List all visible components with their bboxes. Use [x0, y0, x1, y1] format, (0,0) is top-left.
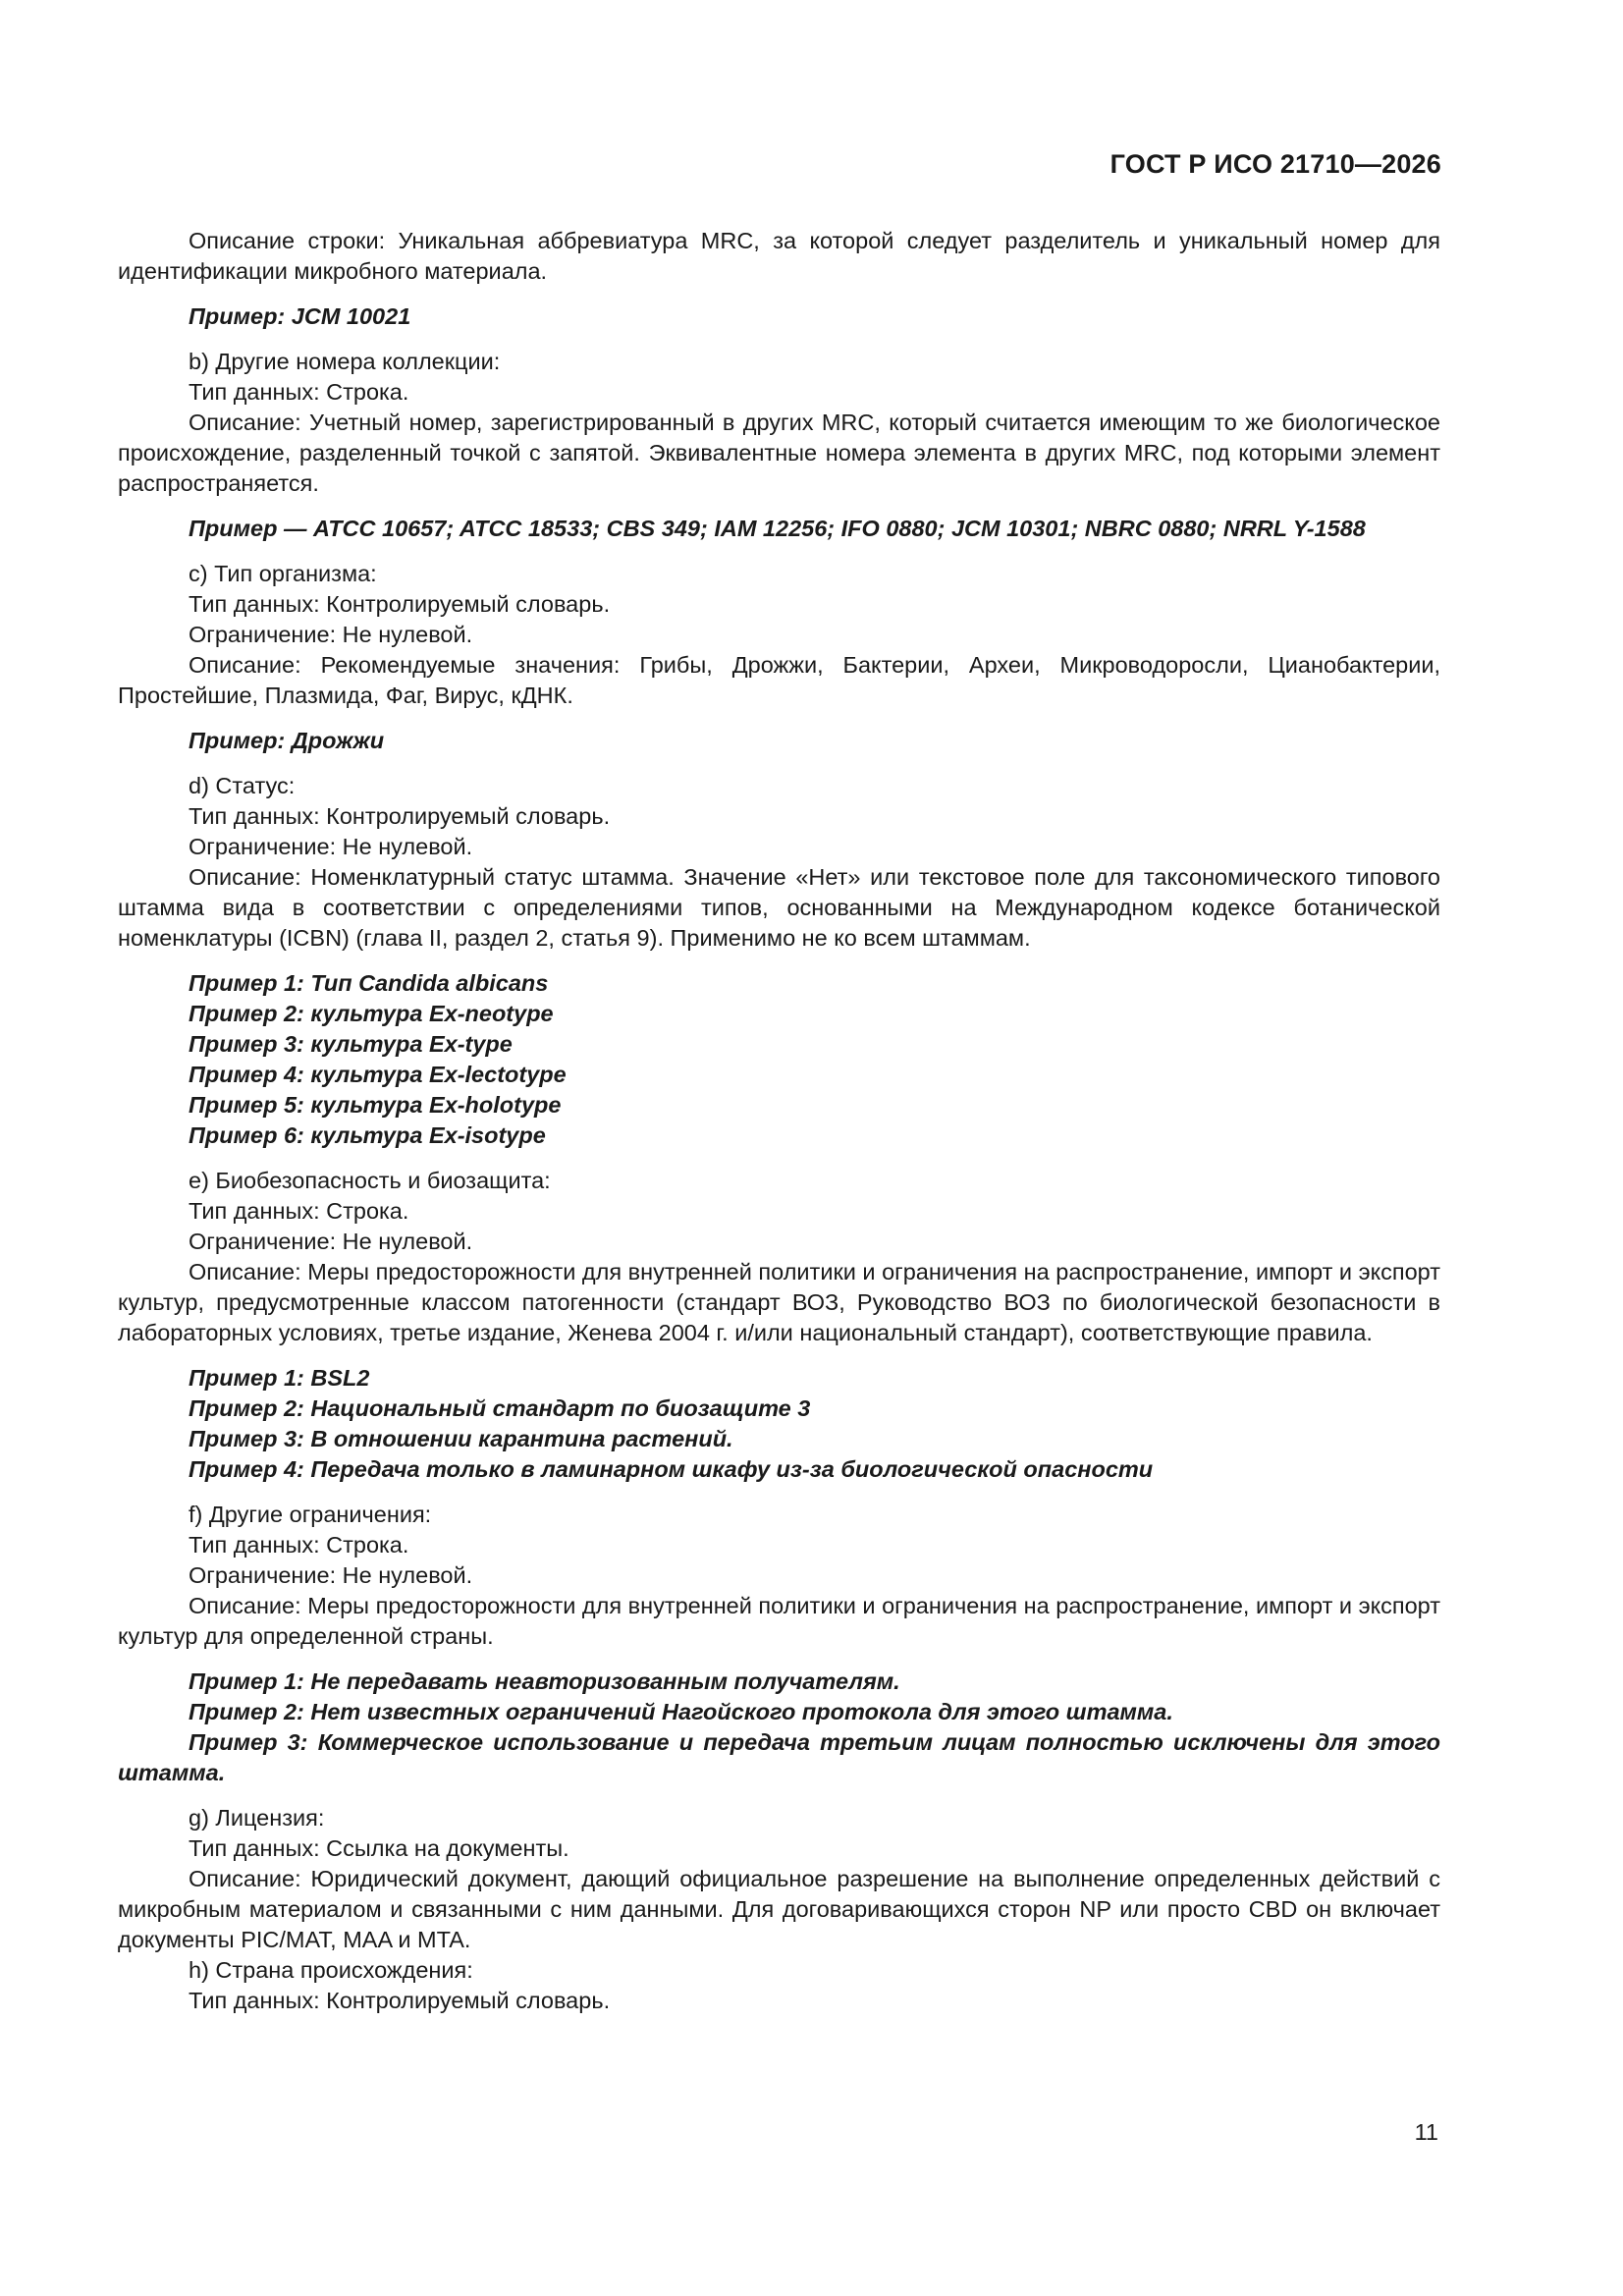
- example-line: Пример 2: культура Ex-neotype: [189, 1001, 554, 1026]
- page-number: 11: [1414, 2119, 1438, 2145]
- example-line: Пример 4: Передача только в ламинарном шкафу из-за биологической опасности: [189, 1456, 1154, 1482]
- example-line: Пример 1: BSL2: [189, 1365, 370, 1391]
- text-line: b) Другие номера коллекции:: [189, 349, 501, 374]
- description-paragraph: Описание: Меры предосторожности для внутренней политики и ограничения на распространение, импорт и экспорт культур для определенной страны.: [118, 1593, 1440, 1649]
- description-paragraph: Описание: Рекомендуемые значения: Грибы, Дрожжи, Бактерии, Археи, Микроводоросли, Цианобактерии, Простейшие, Плазмида, Фаг, Вирус, кДНК.: [118, 652, 1440, 708]
- example-line: Пример 1: Не передавать неавторизованным получателям.: [189, 1668, 900, 1694]
- document-body: [118, 226, 1440, 2016]
- text-line: Ограничение: Не нулевой.: [189, 1229, 473, 1254]
- text-line: Тип данных: Строка.: [189, 1198, 409, 1224]
- example-line: Пример 3: В отношении карантина растений.: [189, 1426, 733, 1451]
- description-paragraph: Описание: Юридический документ, дающий официальное разрешение на выполнение определенных действий с микробным материалом и связанными с ним данными. Для договаривающихся сторон NP или просто CBD он включает документы PIC/MAT, MAA и MTA.: [118, 1866, 1440, 1952]
- example-line: Пример 2: Нет известных ограничений Нагойского протокола для этого штамма.: [189, 1699, 1173, 1724]
- example-line: Пример 4: культура Ex-lectotype: [189, 1062, 567, 1087]
- text-line: Тип данных: Контролируемый словарь.: [189, 591, 611, 617]
- example-line: Пример 3: Коммерческое использование и передача третьим лицам полностью исключены для этого штамма.: [118, 1729, 1440, 1785]
- example-line: Пример 1: Тип Candida albicans: [189, 970, 549, 996]
- text-line: g) Лицензия:: [189, 1805, 325, 1831]
- text-line: Тип данных: Контролируемый словарь.: [189, 1988, 611, 2013]
- example-line: Пример — ATCC 10657; ATCC 18533; CBS 349; IAM 12256; IFO 0880; JCM 10301; NBRC 0880; NRRL Y-1588: [189, 516, 1366, 541]
- text-line: c) Тип организма:: [189, 561, 377, 586]
- text-line: Тип данных: Строка.: [189, 1532, 409, 1558]
- text-line: Ограничение: Не нулевой.: [189, 1562, 473, 1588]
- example-line: Пример 5: культура Ex-holotype: [189, 1092, 562, 1118]
- description-paragraph: Описание: Меры предосторожности для внутренней политики и ограничения на распространение, импорт и экспорт культур, предусмотренные классом патогенности (стандарт ВОЗ, Руководство ВОЗ по биологической безопасности в лабораторных условиях, третье издание, Женева 2004 г. и/или национальный стандарт), соответствующие правила.: [118, 1259, 1440, 1345]
- text-line: d) Статус:: [189, 773, 296, 798]
- text-line: Тип данных: Ссылка на документы.: [189, 1835, 569, 1861]
- text-line: Ограничение: Не нулевой.: [189, 834, 473, 859]
- description-paragraph: Описание: Учетный номер, зарегистрированный в других MRC, который считается имеющим то же биологическое происхождение, разделенный точкой с запятой. Эквивалентные номера элемента в других MRC, под которыми элемент распространяется.: [118, 410, 1440, 496]
- text-line: Тип данных: Контролируемый словарь.: [189, 803, 611, 829]
- text-line: h) Страна происхождения:: [189, 1957, 473, 1983]
- example-line: Пример: JCM 10021: [189, 303, 411, 329]
- description-paragraph: Описание строки: Уникальная аббревиатура MRC, за которой следует разделитель и уникальный номер для идентификации микробного материала.: [118, 228, 1440, 284]
- text-line: e) Биобезопасность и биозащита:: [189, 1168, 551, 1193]
- example-line: Пример 3: культура Ex-type: [189, 1031, 513, 1057]
- text-line: Тип данных: Строка.: [189, 379, 409, 405]
- example-line: Пример 2: Национальный стандарт по биозащите 3: [189, 1395, 811, 1421]
- text-line: Ограничение: Не нулевой.: [189, 622, 473, 647]
- text-line: f) Другие ограничения:: [189, 1502, 432, 1527]
- example-line: Пример 6: культура Ex-isotype: [189, 1122, 546, 1148]
- document-number-header: ГОСТ Р ИСО 21710—2026: [1109, 149, 1441, 179]
- description-paragraph: Описание: Номенклатурный статус штамма. Значение «Нет» или текстовое поле для таксономического типового штамма вида в соответствии с определениями типов, основанными на Международном кодексе ботанической номенклатуры (ICBN) (глава II, раздел 2, статья 9). Применимо не ко всем штаммам.: [118, 864, 1440, 951]
- example-line: Пример: Дрожжи: [189, 728, 385, 753]
